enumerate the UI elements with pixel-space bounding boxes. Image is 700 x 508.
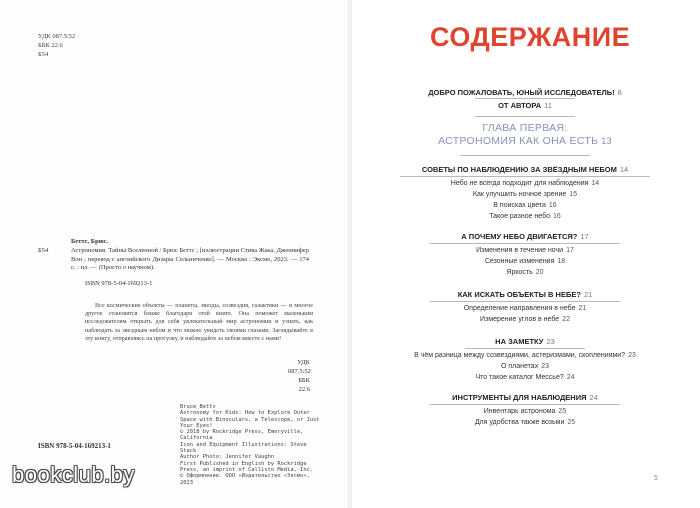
toc-section [380, 165, 670, 174]
toc-entry-from-author [380, 101, 670, 110]
bbk-line: ББК 22.6 [38, 42, 63, 49]
chapter-title: АСТРОНОМИЯ КАК ОНА ЕСТЬ [438, 135, 599, 147]
page-number: 5 [654, 475, 658, 482]
toc-item-page: 16 [548, 202, 557, 209]
toc-entry-page: 13 [601, 136, 612, 146]
toc-item [380, 191, 670, 198]
toc-item-label: О планетах [500, 363, 539, 370]
toc-item-label: Яркость [506, 269, 533, 276]
divider [475, 98, 575, 99]
contents-title: СОДЕРЖАНИЕ [430, 22, 631, 52]
site-watermark: bookclub.by [12, 462, 135, 487]
toc-item [380, 352, 670, 359]
toc-item [380, 316, 670, 323]
toc-item-page: 20 [535, 269, 544, 276]
toc-item [380, 258, 670, 265]
udk-line: УДК 087.5:52 [38, 33, 76, 40]
toc-item-label: Определение направления в небе [463, 305, 576, 312]
toc-item-label: Что такое каталог Мессье? [475, 374, 564, 381]
toc-entry-page: 8 [617, 88, 622, 97]
toc-item [380, 305, 670, 312]
toc-item-label: В поисках цвета [493, 202, 546, 209]
toc-item [380, 202, 670, 209]
toc-item-page: 14 [591, 180, 600, 187]
divider [400, 176, 650, 177]
toc-entry-page: 24 [589, 393, 598, 402]
catalog-code: Б54 [38, 247, 49, 254]
toc-item-page: 16 [553, 213, 561, 220]
udk-block [38, 32, 75, 59]
toc-item-page: 23 [628, 352, 636, 359]
catalog-author: Беттс, Брюс. [71, 238, 109, 245]
toc-item [380, 363, 670, 370]
toc-section-label: НА ЗАМЕТКУ [495, 337, 544, 346]
toc-chapter-label [380, 122, 670, 134]
toc-item-page: 18 [557, 258, 566, 265]
udk-right-line: УДК 087.5:52 [288, 359, 311, 375]
toc-item-label: Сезонные изменения [484, 258, 555, 265]
toc-entry-welcome [380, 88, 670, 97]
toc-entry-label: ОТ АВТОРА [498, 101, 542, 110]
toc-item-label: Как улучшить ночное зрение [472, 191, 567, 198]
bbk-right-line: ББК 22.6 [298, 377, 310, 393]
divider [460, 155, 590, 156]
toc-item-label: Измерение углов в небе [480, 316, 560, 323]
toc-section-label: А ПОЧЕМУ НЕБО ДВИГАЕТСЯ? [461, 232, 578, 241]
toc-section [380, 232, 670, 241]
toc-item-page: 24 [566, 374, 575, 381]
divider [465, 348, 585, 349]
isbn-line: ISBN 978-5-04-169213-1 [38, 442, 111, 450]
divider [430, 301, 620, 302]
toc-item-label: Изменения в течение ночи [476, 247, 564, 254]
divider [430, 404, 620, 405]
book-gutter [348, 0, 352, 508]
toc-item [380, 180, 670, 187]
toc-section-label: СОВЕТЫ ПО НАБЛЮДЕНИЮ ЗА ЗВЁЗДНЫМ НЕБОМ [421, 165, 617, 174]
toc-item-page: 22 [562, 316, 570, 323]
toc-item-page: 23 [541, 363, 549, 370]
toc-item [380, 374, 670, 381]
toc-item [380, 419, 670, 426]
toc-item-page: 25 [558, 408, 567, 415]
divider [475, 116, 575, 117]
original-edition-credits: Bruce Betts Astronomy for Kids: How to Explore Outer Space with Binoculars, a Telescope, or Just Your Eyes! © 2018 by Rockridge Press, Emeryville, California Icon and Equipment Illustrations: Steve Stack Author Photo: Jennifer Vaughn First Published in English by Rockridge Press, an imprint of Callisto Media, Inc. © Оформление. ООО «Издательство «Эксмо», 2023 [180, 404, 320, 486]
catalog-isbn: ISBN 978-5-04-169213-1 [85, 280, 153, 287]
toc-section-label: КАК ИСКАТЬ ОБЪЕКТЫ В НЕБЕ? [457, 290, 581, 299]
toc-section [380, 290, 670, 299]
toc-entry-page: 23 [546, 337, 555, 346]
toc-section [380, 337, 670, 346]
toc-item [380, 247, 670, 254]
toc-item-page: 25 [567, 419, 576, 426]
toc-item [380, 408, 670, 415]
toc-item [380, 269, 670, 276]
toc-item-label: Инвентарь астронома [483, 408, 556, 415]
toc-item-page: 15 [569, 191, 578, 198]
toc-entry-page: 17 [580, 232, 589, 241]
toc-entry-page: 14 [619, 165, 629, 174]
divider [430, 243, 620, 244]
toc-item-page: 17 [566, 247, 574, 254]
toc-item [380, 213, 670, 220]
toc-entry-page: 11 [544, 101, 552, 110]
toc-entry-page: 21 [583, 290, 593, 299]
toc-section [380, 393, 670, 402]
author-mark-line: Б54 [38, 51, 49, 58]
toc-item-label: Такое разное небо [489, 213, 551, 220]
isbn-block [38, 442, 111, 451]
toc-item-page: 21 [578, 305, 587, 312]
toc-item-label: Для удобства также возьми [474, 419, 565, 426]
chapter-number: ГЛАВА ПЕРВАЯ: [482, 122, 568, 134]
toc-item-label: В чём разница между созвездиями, астеризмами, скоплениями? [414, 352, 626, 359]
udk-right-block [288, 358, 310, 394]
book-annotation: Все космические объекты — планеты, звезды, созвездия, галактики — и многое другое становятся ближе благодаря этой книге. Она поможет маленьким исследователям открыть для себя увлекательный мир астрономии и узнать, как наблюдать за звездным небом и что можно увидеть своими глазами. Заглядывайте в эту книгу, отправляясь на прогулку, и наблюдайте за небом вместе с нами! [85, 302, 313, 342]
toc-item-label: Небо не всегда подходит для наблюдения [450, 180, 589, 187]
toc-section-label: ИНСТРУМЕНТЫ ДЛЯ НАБЛЮДЕНИЯ [452, 393, 587, 402]
toc-chapter-title [380, 135, 670, 147]
contents-page [350, 0, 700, 508]
toc-entry-label: ДОБРО ПОЖАЛОВАТЬ, ЮНЫЙ ИССЛЕДОВАТЕЛЬ! [428, 88, 615, 97]
catalog-description: Астрономия. Тайны Вселенной / Брюс Беттс ; [иллюстрации Стива Жака, Дженнифер Вон ; перевод с английского Дизары Сельниченко]. — Москва : Эксмо, 2023. — 174 с. : ил. — (Просто о научном). [71, 247, 309, 271]
